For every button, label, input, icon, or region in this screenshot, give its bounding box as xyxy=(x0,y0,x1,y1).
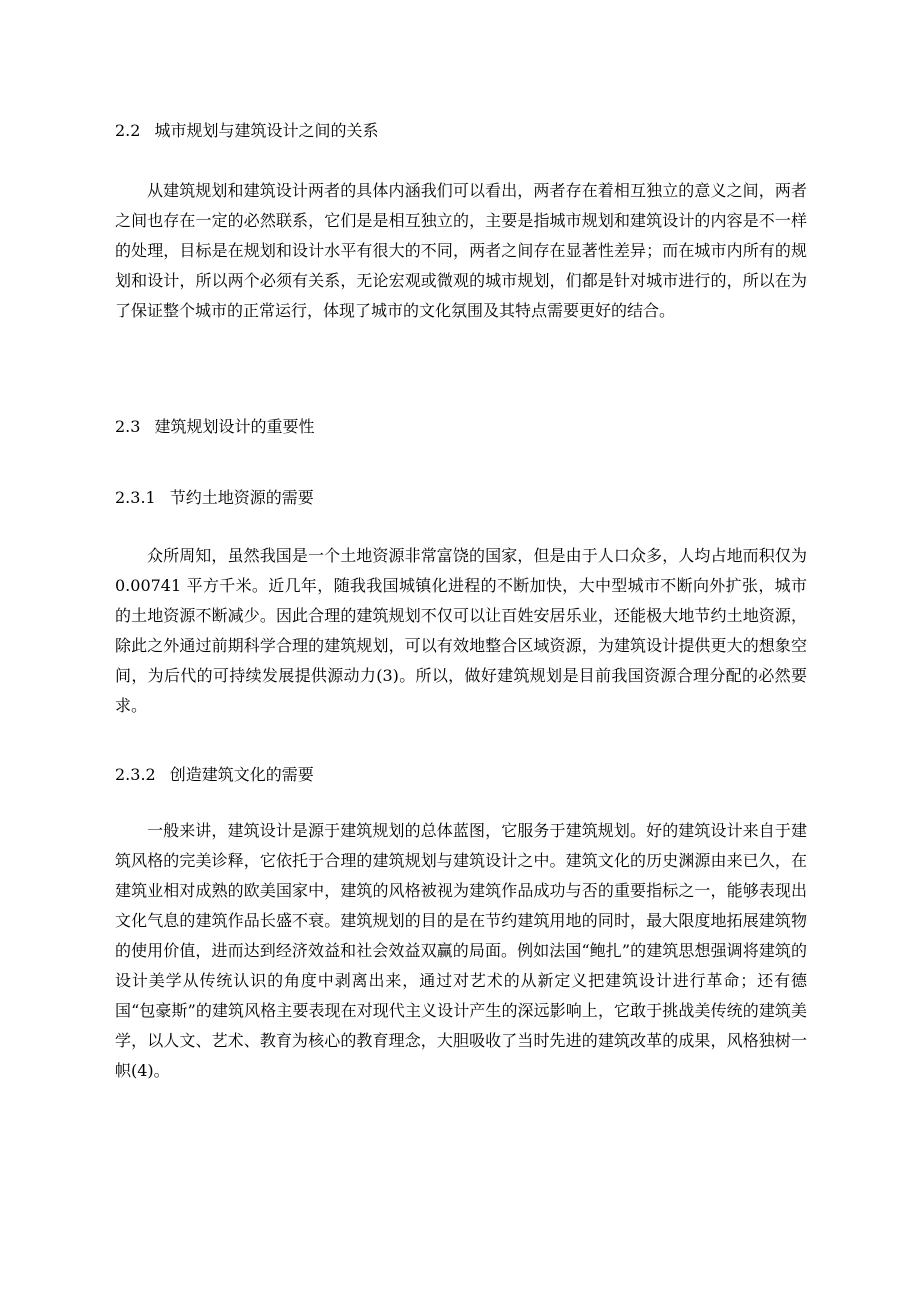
section-heading-2-3-2 xyxy=(115,765,314,785)
section-number: 2.3 xyxy=(115,417,141,436)
section-heading-2-2 xyxy=(115,121,378,141)
paragraph-architectural-culture: 一般来讲，建筑设计是源于建筑规划的总体蓝图，它服务于建筑规划。好的建筑设计来自于建筑风格的完美诊释，它依托于合理的建筑规划与建筑设计之中。建筑文化的历史渊源由来已久，在建筑业相对成熟的欧美国家中，建筑的风格被视为建筑作品成功与否的重要指标之一，能够表现出文化气息的建筑作品长盛不衰。建筑规划的目的是在节约建筑用地的同时，最大限度地拓展建筑物的使用价值，进而达到经济效益和社会效益双赢的局面。例如法国“鲍扎”的建筑思想强调将建筑的设计美学从传统认识的角度中剥离出来，通过对艺术的从新定义把建筑设计进行革命；还有德国“包豪斯”的建筑风格主要表现在对现代主义设计产生的深远影响上，它敢于挑战美传统的建筑美学，以人文、艺术、教育为核心的教育理念，大胆吸收了当时先进的建筑改革的成果，风格独树一帜(4)。 xyxy=(115,821,807,1080)
paragraph-land-resources: 众所周知，虽然我国是一个土地资源非常富饶的国家，但是由于人口众多，人均占地而积仅为 0.00741 平方千米。近几年，随我我国城镇化进程的不断加快，大中型城市不断向外扩张，城市的土地资源不断减少。因此合理的建筑规划不仅可以让百姓安居乐业，还能极大地节约土地资源，除此之外通过前期科学合理的建筑规划，可以有效地整合区域资源，为建筑设计提供更大的想象空间，为后代的可持续发展提供源动力(3)。所以，做好建筑规划是目前我国资源合理分配的必然要求。 xyxy=(115,546,807,715)
paragraph-planning-design-relationship: 从建筑规划和建筑设计两者的具体内涵我们可以看出，两者存在着相互独立的意义之间，两者之间也存在一定的必然联系，它们是是相互独立的，主要是指城市规划和建筑设计的内容是不一样的处理，目标是在规划和设计水平有很大的不同，两者之间存在显著性差异；而在城市内所有的规划和设计，所以两个必须有关系，无论宏观或微观的城市规划，们都是针对城市进行的，所以在为了保证整个城市的正常运行，体现了城市的文化氛围及其特点需要更好的结合。 xyxy=(115,181,807,320)
section-heading-2-3 xyxy=(115,417,314,437)
section-number: 2.3.1 xyxy=(115,488,156,507)
section-number: 2.3.2 xyxy=(115,765,156,784)
section-title: 节约土地资源的需要 xyxy=(169,488,314,507)
section-heading-2-3-1 xyxy=(115,488,314,508)
section-title: 创造建筑文化的需要 xyxy=(169,765,314,784)
section-number: 2.2 xyxy=(115,121,141,140)
section-title: 建筑规划设计的重要性 xyxy=(154,417,315,436)
section-title: 城市规划与建筑设计之间的关系 xyxy=(154,121,379,140)
